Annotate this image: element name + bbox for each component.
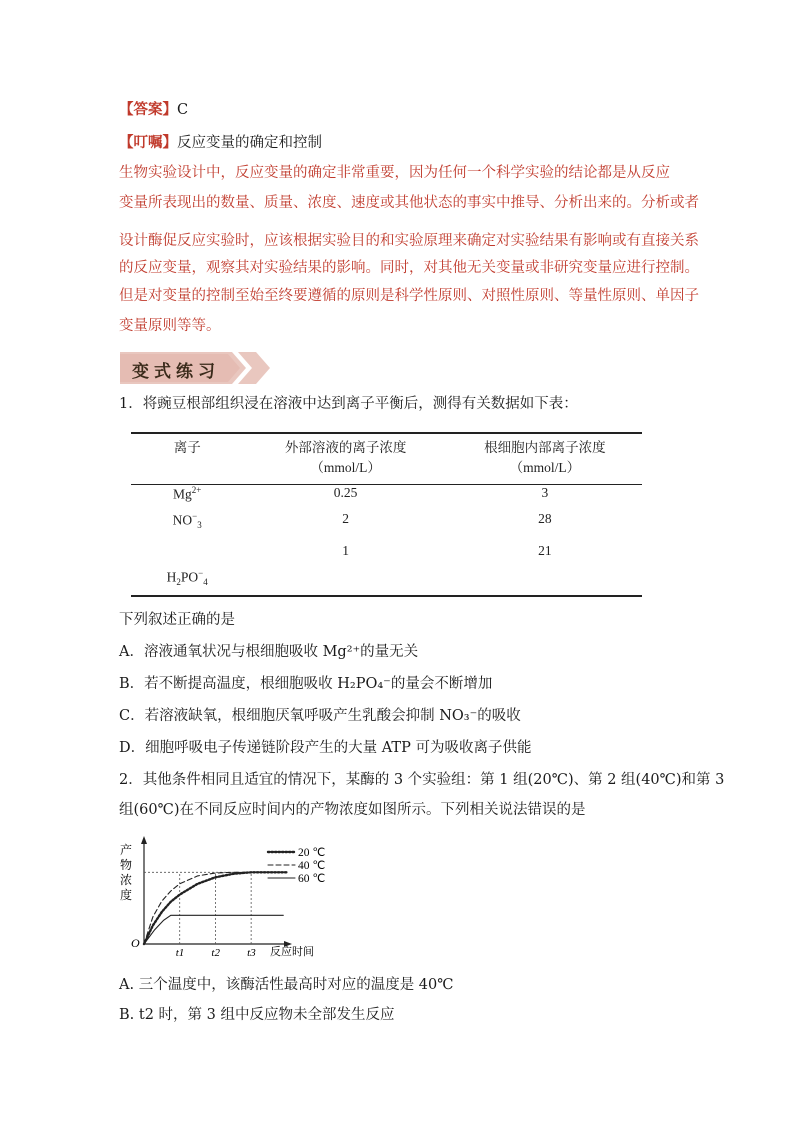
legend-label: 40 ℃ — [298, 860, 326, 872]
chart-ylabel — [120, 842, 132, 902]
reminder-tag: 【叮嘱】 — [119, 134, 177, 151]
answer-value: C — [177, 102, 189, 118]
ion-cell — [131, 485, 243, 512]
x-tick-label: t1 — [175, 947, 185, 959]
series-line-solid — [144, 915, 283, 944]
reminder-paragraph-line: 生物实验设计中，反应变量的确定非常重要，因为任何一个科学实验的结论都是从反应 — [119, 165, 670, 181]
banner-label: 变式练习 — [132, 362, 220, 382]
chart-ylabel-char: 物 — [120, 858, 133, 872]
internal-value: 3 — [541, 485, 549, 500]
external-value: 1 — [342, 543, 349, 558]
q1-option-d: D．细胞呼吸电子传递链阶段产生的大量 ATP 可为吸收离子供能 — [119, 740, 532, 756]
chart-ylabel-char: 产 — [120, 843, 133, 857]
reminder-paragraph-line: 的反应变量，观察其对实验结果的影响。同时，对其他无关变量或非研究变量应进行控制。 — [119, 260, 699, 276]
q1-option-a: A．溶液通氧状况与根细胞吸收 Mg²⁺的量无关 — [119, 644, 419, 660]
ion-subscript: 4 — [203, 577, 208, 587]
table-row — [131, 485, 642, 512]
reminder-paragraph-line: 设计酶促反应实验时，应该根据实验目的和实验原理来确定对实验结果有影响或有直接关系 — [119, 233, 699, 249]
legend-label: 60 ℃ — [298, 873, 326, 885]
reminder-title: 反应变量的确定和控制 — [177, 135, 322, 151]
q2-stem-line: 组(60℃)在不同反应时间内的产物浓度如图所示。下列相关说法错误的是 — [119, 802, 586, 818]
table-row — [131, 537, 642, 596]
ion-cell — [131, 537, 243, 596]
reminder-paragraph-line: 变量原则等等。 — [119, 318, 221, 334]
header-ion: 离子 — [173, 440, 201, 455]
product-concentration-chart — [118, 836, 338, 960]
q2-stem-line: 2．其他条件相同且适宜的情况下，某酶的 3 个实验组：第 1 组(20℃)、第 2 组(40℃)和第 3 — [119, 772, 725, 788]
header-internal-unit: （mmol/L） — [509, 460, 581, 475]
answer-tag: 【答案】 — [119, 101, 177, 118]
answer-line — [119, 100, 188, 120]
ion-cell — [131, 511, 243, 537]
ion-symbol: Mg — [173, 486, 192, 502]
header-internal-title: 根细胞内部离子浓度 — [484, 440, 606, 455]
reminder-paragraph-line: 但是对变量的控制至始至终要遵循的原则是科学性原则、对照性原则、等量性原则、单因子 — [119, 288, 699, 304]
chart-origin-label: O — [131, 936, 140, 950]
header-external-unit: （mmol/L） — [310, 460, 381, 475]
internal-value: 21 — [538, 543, 552, 558]
header-internal — [448, 433, 642, 485]
chart-legend — [268, 847, 325, 885]
table-row — [131, 511, 642, 537]
x-tick-label: t3 — [247, 947, 256, 959]
chart-xlabel: 反应时间 — [270, 945, 314, 958]
external-value: 0.25 — [333, 485, 358, 500]
y-axis-arrow — [141, 836, 147, 844]
ion-subscript: 2 — [176, 577, 181, 587]
series-line-dashed — [144, 872, 265, 944]
ion-charge: − — [192, 511, 198, 521]
ion-charge: 2+ — [191, 485, 202, 495]
external-value: 2 — [342, 511, 349, 526]
q2-option-a: A. 三个温度中，该酶活性最高时对应的温度是 40℃ — [119, 977, 454, 993]
table-header-row — [131, 433, 642, 485]
header-external — [243, 433, 447, 485]
internal-value: 28 — [538, 511, 552, 526]
chart-guides — [144, 872, 251, 944]
q1-option-c: C．若溶液缺氧，根细胞厌氧呼吸产生乳酸会抑制 NO₃⁻的吸收 — [119, 708, 521, 724]
chart-ylabel-char: 度 — [120, 888, 133, 902]
header-external-title: 外部溶液的离子浓度 — [284, 440, 407, 455]
ion-symbol: PO — [180, 569, 199, 585]
reminder-line — [119, 133, 322, 153]
chart-ylabel-char: 浓 — [120, 873, 133, 887]
ion-charge: − — [198, 567, 204, 578]
ion-subscript: 3 — [197, 520, 202, 531]
ion-symbol: NO — [172, 512, 193, 528]
q1-prompt: 下列叙述正确的是 — [119, 612, 235, 628]
q2-option-b: B. t2 时，第 3 组中反应物未全部发生反应 — [119, 1007, 395, 1023]
practice-banner — [120, 350, 272, 386]
reminder-paragraph-line: 变量所表现出的数量、质量、浓度、速度或其他状态的事实中推导、分析出来的。分析或者 — [119, 195, 699, 211]
q1-stem: 1．将豌豆根部组织浸在溶液中达到离子平衡后，测得有关数据如下表： — [119, 396, 578, 412]
x-tick-label: t2 — [211, 947, 220, 959]
chart-ticks — [176, 947, 256, 959]
q1-option-b: B．若不断提高温度，根细胞吸收 H₂PO₄⁻的量会不断增加 — [119, 676, 493, 692]
ion-table — [131, 432, 642, 597]
legend-label: 20 ℃ — [298, 847, 326, 859]
ion-symbol: H — [166, 569, 177, 585]
